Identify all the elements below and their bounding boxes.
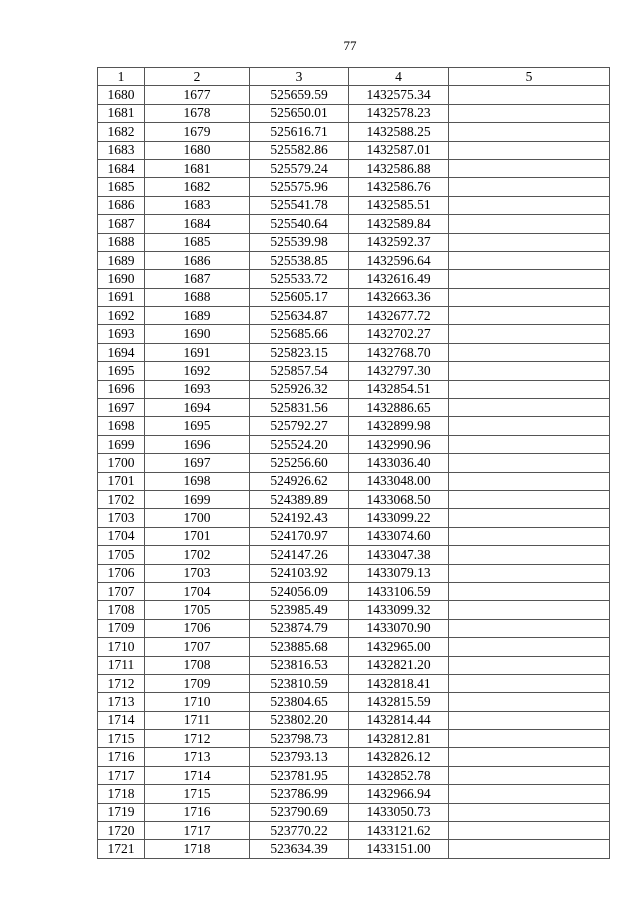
table-cell-col-1: 1718 bbox=[98, 785, 145, 803]
table-cell-col-1: 1713 bbox=[98, 693, 145, 711]
table-cell-col-2: 1682 bbox=[145, 178, 250, 196]
table-cell-col-3: 525685.66 bbox=[250, 325, 349, 343]
table-row bbox=[98, 380, 610, 398]
table-cell-col-3: 525533.72 bbox=[250, 270, 349, 288]
table-cell-col-4: 1432596.64 bbox=[349, 251, 449, 269]
table-cell-col-2: 1718 bbox=[145, 840, 250, 858]
table-cell-col-2: 1714 bbox=[145, 766, 250, 784]
table-cell-col-5 bbox=[449, 270, 610, 288]
table-cell-col-5 bbox=[449, 454, 610, 472]
table-cell-col-1: 1720 bbox=[98, 822, 145, 840]
table-cell-col-4: 1432990.96 bbox=[349, 435, 449, 453]
table-cell-col-5 bbox=[449, 123, 610, 141]
table-row bbox=[98, 141, 610, 159]
table-cell-col-4: 1432965.00 bbox=[349, 638, 449, 656]
table-row bbox=[98, 417, 610, 435]
table-cell-col-3: 525659.59 bbox=[250, 86, 349, 104]
table-cell-col-4: 1432578.23 bbox=[349, 104, 449, 122]
table-cell-col-1: 1705 bbox=[98, 546, 145, 564]
table-cell-col-1: 1694 bbox=[98, 343, 145, 361]
table-cell-col-1: 1686 bbox=[98, 196, 145, 214]
table-cell-col-2: 1689 bbox=[145, 307, 250, 325]
table-cell-col-1: 1687 bbox=[98, 215, 145, 233]
table-cell-col-2: 1683 bbox=[145, 196, 250, 214]
table-row bbox=[98, 527, 610, 545]
table-cell-col-2: 1685 bbox=[145, 233, 250, 251]
table-cell-col-1: 1721 bbox=[98, 840, 145, 858]
table-cell-col-1: 1698 bbox=[98, 417, 145, 435]
table-cell-col-5 bbox=[449, 307, 610, 325]
table-cell-col-5 bbox=[449, 435, 610, 453]
table-cell-col-2: 1713 bbox=[145, 748, 250, 766]
table-cell-col-4: 1432899.98 bbox=[349, 417, 449, 435]
table-cell-col-3: 525926.32 bbox=[250, 380, 349, 398]
table-cell-col-3: 525582.86 bbox=[250, 141, 349, 159]
table-cell-col-5 bbox=[449, 674, 610, 692]
table-row bbox=[98, 546, 610, 564]
table-row bbox=[98, 159, 610, 177]
table-cell-col-5 bbox=[449, 86, 610, 104]
table-cell-col-2: 1709 bbox=[145, 674, 250, 692]
table-cell-col-1: 1681 bbox=[98, 104, 145, 122]
table-row bbox=[98, 86, 610, 104]
column-header-1: 1 bbox=[98, 68, 145, 86]
table-cell-col-5 bbox=[449, 711, 610, 729]
table-cell-col-3: 525857.54 bbox=[250, 362, 349, 380]
coordinates-table bbox=[97, 67, 610, 859]
table-cell-col-5 bbox=[449, 490, 610, 508]
table-cell-col-2: 1707 bbox=[145, 638, 250, 656]
table-cell-col-5 bbox=[449, 104, 610, 122]
table-row bbox=[98, 233, 610, 251]
table-cell-col-5 bbox=[449, 417, 610, 435]
table-cell-col-4: 1432797.30 bbox=[349, 362, 449, 380]
table-cell-col-4: 1432886.65 bbox=[349, 399, 449, 417]
table-cell-col-2: 1705 bbox=[145, 601, 250, 619]
table-cell-col-2: 1687 bbox=[145, 270, 250, 288]
table-cell-col-1: 1710 bbox=[98, 638, 145, 656]
table-cell-col-4: 1432702.27 bbox=[349, 325, 449, 343]
table-cell-col-1: 1700 bbox=[98, 454, 145, 472]
table-row bbox=[98, 674, 610, 692]
page-number: 77 bbox=[343, 38, 357, 53]
table-cell-col-2: 1701 bbox=[145, 527, 250, 545]
table-cell-col-4: 1432575.34 bbox=[349, 86, 449, 104]
table-row bbox=[98, 196, 610, 214]
table-cell-col-4: 1432826.12 bbox=[349, 748, 449, 766]
table-cell-col-5 bbox=[449, 288, 610, 306]
table-cell-col-3: 524103.92 bbox=[250, 564, 349, 582]
table-cell-col-3: 524170.97 bbox=[250, 527, 349, 545]
table-cell-col-5 bbox=[449, 527, 610, 545]
table-row bbox=[98, 343, 610, 361]
table-cell-col-5 bbox=[449, 803, 610, 821]
table-body bbox=[98, 68, 610, 859]
table-cell-col-1: 1702 bbox=[98, 490, 145, 508]
table-cell-col-3: 524147.26 bbox=[250, 546, 349, 564]
table-cell-col-1: 1707 bbox=[98, 582, 145, 600]
table-cell-col-2: 1681 bbox=[145, 159, 250, 177]
table-cell-col-5 bbox=[449, 546, 610, 564]
table-row bbox=[98, 472, 610, 490]
table-cell-col-4: 1432663.36 bbox=[349, 288, 449, 306]
table-cell-col-3: 523798.73 bbox=[250, 730, 349, 748]
table-cell-col-1: 1680 bbox=[98, 86, 145, 104]
table-cell-col-1: 1712 bbox=[98, 674, 145, 692]
table-cell-col-3: 524056.09 bbox=[250, 582, 349, 600]
table-cell-col-1: 1699 bbox=[98, 435, 145, 453]
table-cell-col-2: 1677 bbox=[145, 86, 250, 104]
table-cell-col-5 bbox=[449, 638, 610, 656]
table-cell-col-3: 525256.60 bbox=[250, 454, 349, 472]
table-cell-col-5 bbox=[449, 509, 610, 527]
table-cell-col-2: 1706 bbox=[145, 619, 250, 637]
table-cell-col-3: 525831.56 bbox=[250, 399, 349, 417]
table-cell-col-1: 1688 bbox=[98, 233, 145, 251]
table-row bbox=[98, 803, 610, 821]
table-row bbox=[98, 730, 610, 748]
table-cell-col-1: 1692 bbox=[98, 307, 145, 325]
table-cell-col-5 bbox=[449, 178, 610, 196]
table-cell-col-3: 525575.96 bbox=[250, 178, 349, 196]
table-cell-col-5 bbox=[449, 730, 610, 748]
column-header-2: 2 bbox=[145, 68, 250, 86]
table-cell-col-5 bbox=[449, 233, 610, 251]
table-cell-col-1: 1696 bbox=[98, 380, 145, 398]
table-cell-col-3: 523804.65 bbox=[250, 693, 349, 711]
table-cell-col-2: 1717 bbox=[145, 822, 250, 840]
table-cell-col-3: 523790.69 bbox=[250, 803, 349, 821]
table-row bbox=[98, 288, 610, 306]
table-cell-col-1: 1709 bbox=[98, 619, 145, 637]
table-row bbox=[98, 490, 610, 508]
table-row bbox=[98, 656, 610, 674]
table-row bbox=[98, 454, 610, 472]
table-cell-col-2: 1700 bbox=[145, 509, 250, 527]
table-cell-col-1: 1706 bbox=[98, 564, 145, 582]
table-cell-col-1: 1682 bbox=[98, 123, 145, 141]
table-cell-col-4: 1432589.84 bbox=[349, 215, 449, 233]
table-cell-col-1: 1693 bbox=[98, 325, 145, 343]
table-cell-col-1: 1715 bbox=[98, 730, 145, 748]
table-row bbox=[98, 509, 610, 527]
table-cell-col-2: 1688 bbox=[145, 288, 250, 306]
table-cell-col-5 bbox=[449, 196, 610, 214]
table-cell-col-2: 1696 bbox=[145, 435, 250, 453]
table-cell-col-1: 1685 bbox=[98, 178, 145, 196]
table-cell-col-1: 1716 bbox=[98, 748, 145, 766]
table-cell-col-3: 524926.62 bbox=[250, 472, 349, 490]
table-cell-col-2: 1690 bbox=[145, 325, 250, 343]
table-cell-col-5 bbox=[449, 822, 610, 840]
table-cell-col-3: 523793.13 bbox=[250, 748, 349, 766]
table-cell-col-5 bbox=[449, 619, 610, 637]
table-cell-col-4: 1433050.73 bbox=[349, 803, 449, 821]
table-cell-col-4: 1432814.44 bbox=[349, 711, 449, 729]
table-cell-col-1: 1703 bbox=[98, 509, 145, 527]
table-cell-col-3: 523634.39 bbox=[250, 840, 349, 858]
table-cell-col-4: 1432818.41 bbox=[349, 674, 449, 692]
table-cell-col-4: 1432586.76 bbox=[349, 178, 449, 196]
table-cell-col-3: 525539.98 bbox=[250, 233, 349, 251]
table-cell-col-5 bbox=[449, 766, 610, 784]
table-cell-col-2: 1679 bbox=[145, 123, 250, 141]
table-cell-col-4: 1432586.88 bbox=[349, 159, 449, 177]
table-cell-col-5 bbox=[449, 582, 610, 600]
table-cell-col-3: 525540.64 bbox=[250, 215, 349, 233]
table-cell-col-2: 1697 bbox=[145, 454, 250, 472]
table-row bbox=[98, 601, 610, 619]
table-cell-col-3: 523770.22 bbox=[250, 822, 349, 840]
table-cell-col-4: 1433048.00 bbox=[349, 472, 449, 490]
table-cell-col-3: 523802.20 bbox=[250, 711, 349, 729]
table-cell-col-5 bbox=[449, 564, 610, 582]
column-header-4: 4 bbox=[349, 68, 449, 86]
table-row bbox=[98, 251, 610, 269]
table-cell-col-2: 1692 bbox=[145, 362, 250, 380]
table-cell-col-1: 1695 bbox=[98, 362, 145, 380]
table-cell-col-1: 1690 bbox=[98, 270, 145, 288]
table-cell-col-2: 1702 bbox=[145, 546, 250, 564]
table-cell-col-2: 1694 bbox=[145, 399, 250, 417]
table-cell-col-3: 523885.68 bbox=[250, 638, 349, 656]
table-cell-col-4: 1432768.70 bbox=[349, 343, 449, 361]
table-row bbox=[98, 270, 610, 288]
table-cell-col-2: 1693 bbox=[145, 380, 250, 398]
table-cell-col-1: 1697 bbox=[98, 399, 145, 417]
table-cell-col-4: 1432592.37 bbox=[349, 233, 449, 251]
table-cell-col-5 bbox=[449, 141, 610, 159]
table-cell-col-4: 1432587.01 bbox=[349, 141, 449, 159]
table-cell-col-1: 1704 bbox=[98, 527, 145, 545]
table-cell-col-2: 1699 bbox=[145, 490, 250, 508]
table-cell-col-1: 1691 bbox=[98, 288, 145, 306]
table-cell-col-5 bbox=[449, 362, 610, 380]
table-row bbox=[98, 215, 610, 233]
table-cell-col-2: 1691 bbox=[145, 343, 250, 361]
table-row bbox=[98, 307, 610, 325]
table-cell-col-3: 525605.17 bbox=[250, 288, 349, 306]
table-cell-col-4: 1433106.59 bbox=[349, 582, 449, 600]
table-row bbox=[98, 564, 610, 582]
table-cell-col-5 bbox=[449, 380, 610, 398]
table-cell-col-3: 525524.20 bbox=[250, 435, 349, 453]
table-cell-col-4: 1433070.90 bbox=[349, 619, 449, 637]
table-cell-col-1: 1717 bbox=[98, 766, 145, 784]
table-row bbox=[98, 840, 610, 858]
table-row bbox=[98, 748, 610, 766]
table-cell-col-3: 523786.99 bbox=[250, 785, 349, 803]
table-cell-col-1: 1719 bbox=[98, 803, 145, 821]
table-cell-col-5 bbox=[449, 748, 610, 766]
table-cell-col-1: 1714 bbox=[98, 711, 145, 729]
table-cell-col-2: 1708 bbox=[145, 656, 250, 674]
table-row bbox=[98, 178, 610, 196]
table-cell-col-4: 1433068.50 bbox=[349, 490, 449, 508]
table-cell-col-4: 1433047.38 bbox=[349, 546, 449, 564]
table-cell-col-5 bbox=[449, 601, 610, 619]
table-cell-col-4: 1433099.32 bbox=[349, 601, 449, 619]
table-cell-col-1: 1701 bbox=[98, 472, 145, 490]
table-cell-col-4: 1432966.94 bbox=[349, 785, 449, 803]
table-cell-col-5 bbox=[449, 399, 610, 417]
table-cell-col-4: 1432854.51 bbox=[349, 380, 449, 398]
table-row bbox=[98, 693, 610, 711]
table-cell-col-2: 1680 bbox=[145, 141, 250, 159]
table-cell-col-2: 1678 bbox=[145, 104, 250, 122]
table-cell-col-5 bbox=[449, 343, 610, 361]
table-cell-col-3: 523781.95 bbox=[250, 766, 349, 784]
column-header-5: 5 bbox=[449, 68, 610, 86]
table-row bbox=[98, 638, 610, 656]
table-row bbox=[98, 711, 610, 729]
table-row bbox=[98, 785, 610, 803]
table-cell-col-3: 523985.49 bbox=[250, 601, 349, 619]
table-cell-col-5 bbox=[449, 785, 610, 803]
table-row bbox=[98, 822, 610, 840]
table-cell-col-3: 525650.01 bbox=[250, 104, 349, 122]
table-row bbox=[98, 582, 610, 600]
table-cell-col-5 bbox=[449, 159, 610, 177]
table-cell-col-4: 1432585.51 bbox=[349, 196, 449, 214]
table-cell-col-5 bbox=[449, 215, 610, 233]
table-cell-col-1: 1708 bbox=[98, 601, 145, 619]
table-cell-col-4: 1432815.59 bbox=[349, 693, 449, 711]
table-row bbox=[98, 325, 610, 343]
table-cell-col-2: 1711 bbox=[145, 711, 250, 729]
table-cell-col-2: 1710 bbox=[145, 693, 250, 711]
table-cell-col-3: 524192.43 bbox=[250, 509, 349, 527]
table-cell-col-4: 1432588.25 bbox=[349, 123, 449, 141]
table-cell-col-3: 523810.59 bbox=[250, 674, 349, 692]
table-cell-col-4: 1432852.78 bbox=[349, 766, 449, 784]
table-cell-col-3: 525792.27 bbox=[250, 417, 349, 435]
table-cell-col-4: 1433099.22 bbox=[349, 509, 449, 527]
table-cell-col-5 bbox=[449, 840, 610, 858]
column-header-3: 3 bbox=[250, 68, 349, 86]
table-cell-col-2: 1684 bbox=[145, 215, 250, 233]
table-cell-col-2: 1716 bbox=[145, 803, 250, 821]
table-cell-col-3: 525538.85 bbox=[250, 251, 349, 269]
table-cell-col-4: 1432616.49 bbox=[349, 270, 449, 288]
table-cell-col-3: 525634.87 bbox=[250, 307, 349, 325]
table-cell-col-1: 1684 bbox=[98, 159, 145, 177]
table-cell-col-2: 1698 bbox=[145, 472, 250, 490]
table-row bbox=[98, 435, 610, 453]
table-cell-col-4: 1433074.60 bbox=[349, 527, 449, 545]
table-cell-col-4: 1432821.20 bbox=[349, 656, 449, 674]
table-cell-col-2: 1686 bbox=[145, 251, 250, 269]
table-cell-col-4: 1433079.13 bbox=[349, 564, 449, 582]
table-cell-col-2: 1695 bbox=[145, 417, 250, 435]
table-row bbox=[98, 362, 610, 380]
table-row bbox=[98, 766, 610, 784]
table-cell-col-3: 525616.71 bbox=[250, 123, 349, 141]
table-cell-col-5 bbox=[449, 656, 610, 674]
table-cell-col-3: 524389.89 bbox=[250, 490, 349, 508]
header-row bbox=[98, 68, 610, 86]
table-cell-col-4: 1433121.62 bbox=[349, 822, 449, 840]
table-cell-col-5 bbox=[449, 693, 610, 711]
table-cell-col-4: 1432677.72 bbox=[349, 307, 449, 325]
table-cell-col-3: 525823.15 bbox=[250, 343, 349, 361]
table-cell-col-5 bbox=[449, 325, 610, 343]
table-row bbox=[98, 619, 610, 637]
table-row bbox=[98, 399, 610, 417]
table-cell-col-2: 1715 bbox=[145, 785, 250, 803]
table-cell-col-1: 1711 bbox=[98, 656, 145, 674]
table-cell-col-4: 1433151.00 bbox=[349, 840, 449, 858]
table-cell-col-5 bbox=[449, 472, 610, 490]
table-cell-col-2: 1703 bbox=[145, 564, 250, 582]
table-cell-col-2: 1704 bbox=[145, 582, 250, 600]
table-row bbox=[98, 123, 610, 141]
table-cell-col-1: 1683 bbox=[98, 141, 145, 159]
table-cell-col-2: 1712 bbox=[145, 730, 250, 748]
table-row bbox=[98, 104, 610, 122]
table-cell-col-4: 1433036.40 bbox=[349, 454, 449, 472]
table-cell-col-3: 523816.53 bbox=[250, 656, 349, 674]
table-cell-col-1: 1689 bbox=[98, 251, 145, 269]
table-cell-col-4: 1432812.81 bbox=[349, 730, 449, 748]
table-cell-col-3: 525579.24 bbox=[250, 159, 349, 177]
table-cell-col-5 bbox=[449, 251, 610, 269]
table-cell-col-3: 525541.78 bbox=[250, 196, 349, 214]
table-cell-col-3: 523874.79 bbox=[250, 619, 349, 637]
